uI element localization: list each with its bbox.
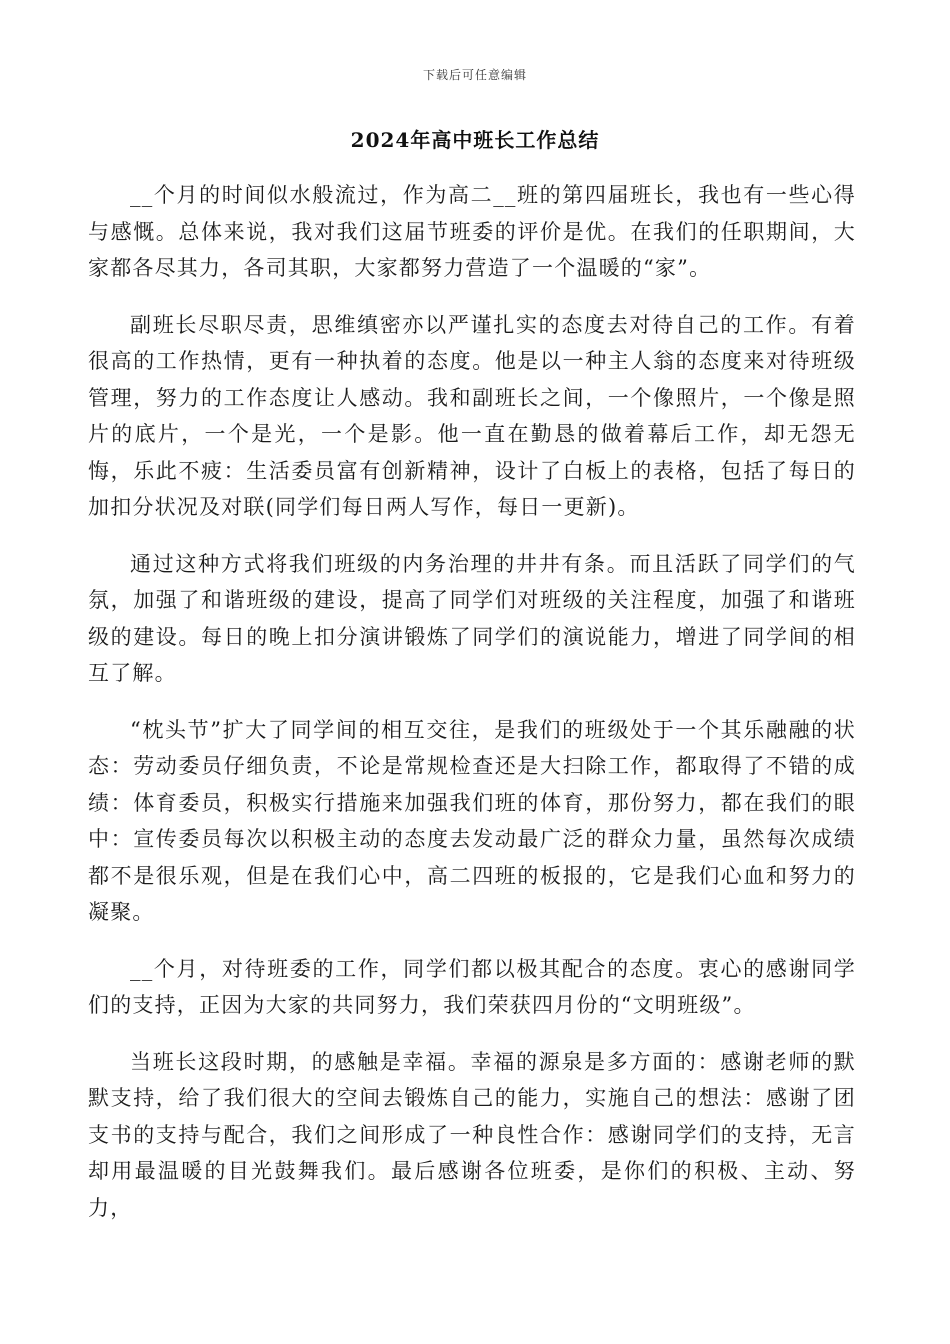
paragraph-3: 通过这种方式将我们班级的内务治理的井井有条。而且活跃了同学们的气氛，加强了和谐班级的建设，提高了同学们对班级的关注程度，加强了和谐班级的建设。每日的晚上扣分演讲锻炼了同学们的演说能力，增进了同学间的相互了解。 xyxy=(88,551,856,685)
paragraph-4: “枕头节”扩大了同学间的相互交往，是我们的班级处于一个其乐融融的状态：劳动委员仔细负责，不论是常规检查还是大扫除工作，都取得了不错的成绩：体育委员，积极实行措施来加强我们班的体育，那份努力，都在我们的眼中：宣传委员每次以积极主动的态度去发动最广泛的群众力量，虽然每次成绩都不是很乐观，但是在我们心中，高二四班的板报的，它是我们心血和努力的凝聚。 xyxy=(88,717,856,924)
paragraph-2: 副班长尽职尽责，思维缜密亦以严谨扎实的态度去对待自己的工作。有着很高的工作热情，更有一种执着的态度。他是以一种主人翁的态度来对待班级管理，努力的工作态度让人感动。我和副班长之间，一个像照片，一个像是照片的底片，一个是光，一个是影。他一直在勤恳的做着幕后工作，却无怨无悔，乐此不疲：生活委员富有创新精神，设计了白板上的表格，包括了每日的加扣分状况及对联(同学们每日两人写作，每日一更新)。 xyxy=(88,312,856,519)
document-body xyxy=(88,177,856,1246)
paragraph-5: __个月，对待班委的工作，同学们都以极其配合的态度。衷心的感谢同学们的支持，正因为大家的共同努力，我们荣获四月份的“文明班级”。 xyxy=(88,956,856,1017)
download-note: 下载后可任意编辑 xyxy=(422,68,527,82)
document-title: 2024年高中班长工作总结 xyxy=(350,128,600,152)
paragraph-1: __个月的时间似水般流过，作为高二__班的第四届班长，我也有一些心得与感慨。总体来说，我对我们这届节班委的评价是优。在我们的任职期间，大家都各尽其力，各司其职，大家都努力营造了一个温暖的“家”。 xyxy=(88,183,856,280)
paragraph-6: 当班长这段时期，的感触是幸福。幸福的源泉是多方面的：感谢老师的默默支持，给了我们很大的空间去锻炼自己的能力，实施自己的想法：感谢了团支书的支持与配合，我们之间形成了一种良性合作：感谢同学们的支持，无言却用最温暖的目光鼓舞我们。最后感谢各位班委，是你们的积极、主动、努力， xyxy=(88,1049,856,1220)
